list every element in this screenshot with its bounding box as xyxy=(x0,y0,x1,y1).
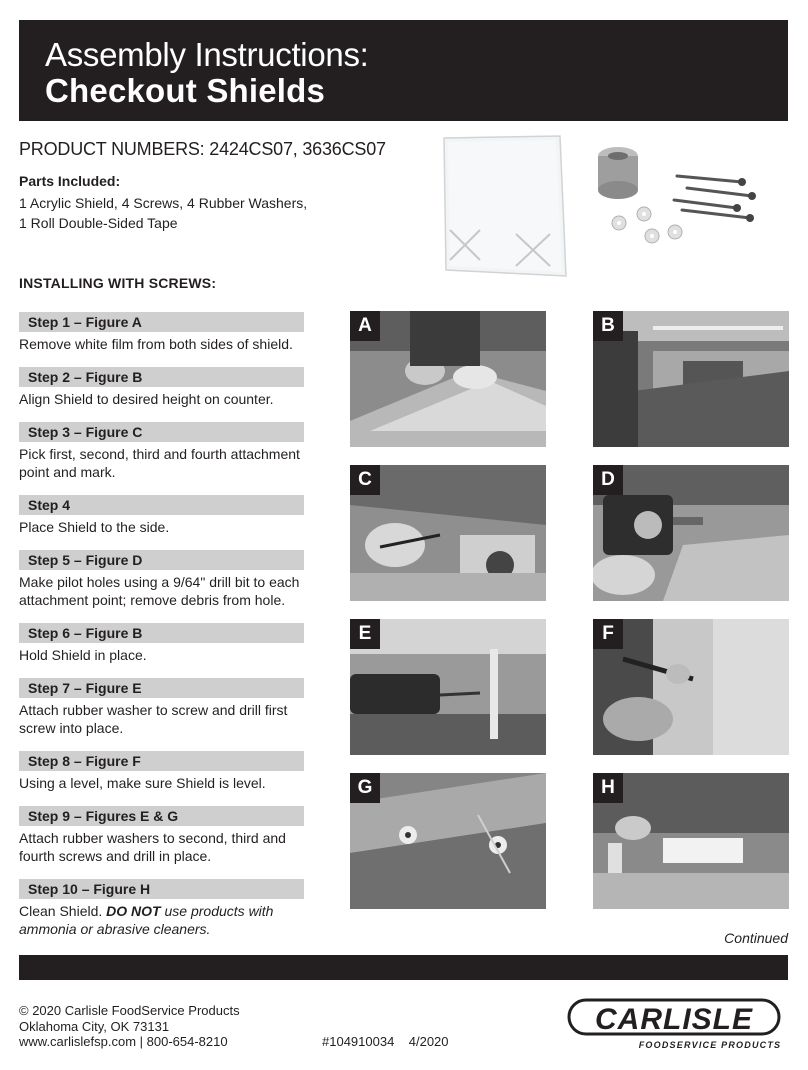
step-4 xyxy=(19,495,304,536)
title-line-2: Checkout Shields xyxy=(45,72,326,109)
step-title: Step 10 – Figure H xyxy=(19,879,304,899)
product-numbers: PRODUCT NUMBERS: 2424CS07, 3636CS07 xyxy=(19,139,386,159)
step-text: Pick first, second, third and fourth attachment point and mark. xyxy=(19,446,300,480)
step-text: Hold Shield in place. xyxy=(19,647,147,663)
figure-a xyxy=(350,311,546,447)
step-10 xyxy=(19,879,304,938)
step-text: Attach rubber washers to second, third and fourth screws and drill in place. xyxy=(19,830,286,864)
figure-b xyxy=(593,311,789,447)
figure-c xyxy=(350,465,546,601)
step-title: Step 3 – Figure C xyxy=(19,422,304,442)
figure-label: G xyxy=(350,773,380,803)
step-text: Attach rubber washer to screw and drill first screw into place. xyxy=(19,702,288,736)
figure-label: D xyxy=(593,465,623,495)
title-banner xyxy=(19,20,788,121)
continued-note: Continued xyxy=(724,930,788,946)
step-text-normal: Clean Shield. xyxy=(19,903,107,919)
step-2 xyxy=(19,367,304,408)
step-text: Place Shield to the side. xyxy=(19,519,170,535)
step-6 xyxy=(19,623,304,664)
figure-h xyxy=(593,773,789,909)
installing-heading: INSTALLING WITH SCREWS: xyxy=(19,275,217,291)
document-number: #104910034 4/2020 xyxy=(322,1034,449,1049)
svg-text:CARLISLE: CARLISLE xyxy=(595,1003,753,1036)
step-9 xyxy=(19,806,304,865)
figure-label: B xyxy=(593,311,623,341)
step-7 xyxy=(19,678,304,737)
figure-label: H xyxy=(593,773,623,803)
step-title: Step 5 – Figure D xyxy=(19,550,304,570)
carlisle-logo xyxy=(565,996,783,1052)
step-5 xyxy=(19,550,304,609)
figure-d xyxy=(593,465,789,601)
step-text-warning: DO NOT xyxy=(106,903,161,919)
step-title: Step 7 – Figure E xyxy=(19,678,304,698)
step-title: Step 9 – Figures E & G xyxy=(19,806,304,826)
step-3 xyxy=(19,422,304,481)
step-text-rest: use products with ammonia or abrasive cleaners. xyxy=(19,903,274,937)
footer-contact: www.carlislefsp.com | 800-654-8210 xyxy=(19,1034,228,1049)
footer-city: Oklahoma City, OK 73131 xyxy=(19,1019,170,1034)
parts-list xyxy=(19,193,339,233)
step-title: Step 4 xyxy=(19,495,304,515)
step-text: Align Shield to desired height on counter. xyxy=(19,391,274,407)
figure-label: E xyxy=(350,619,380,649)
hardware-image xyxy=(592,138,762,258)
step-1 xyxy=(19,312,304,353)
figure-f xyxy=(593,619,789,755)
figure-label: C xyxy=(350,465,380,495)
title-line-1: Assembly Instructions: xyxy=(45,36,369,73)
step-text: Make pilot holes using a 9/64" drill bit to each attachment point; remove debris from hole. xyxy=(19,574,300,608)
parts-line-2: 1 Roll Double-Sided Tape xyxy=(19,215,178,231)
step-8 xyxy=(19,751,304,792)
step-title: Step 1 – Figure A xyxy=(19,312,304,332)
figure-label: F xyxy=(593,619,623,649)
step-text: Remove white film from both sides of shield. xyxy=(19,336,293,352)
svg-text:FOODSERVICE PRODUCTS: FOODSERVICE PRODUCTS xyxy=(638,1040,782,1050)
step-text xyxy=(19,902,304,938)
footer-bar xyxy=(19,955,788,980)
step-title: Step 6 – Figure B xyxy=(19,623,304,643)
parts-line-1: 1 Acrylic Shield, 4 Screws, 4 Rubber Washers, xyxy=(19,195,308,211)
step-text: Using a level, make sure Shield is level. xyxy=(19,775,266,791)
figure-label: A xyxy=(350,311,380,341)
figure-e xyxy=(350,619,546,755)
footer-copyright: © 2020 Carlisle FoodService Products xyxy=(19,1003,240,1018)
figure-g xyxy=(350,773,546,909)
step-title: Step 8 – Figure F xyxy=(19,751,304,771)
parts-heading: Parts Included: xyxy=(19,173,121,189)
step-title: Step 2 – Figure B xyxy=(19,367,304,387)
acrylic-shield-image xyxy=(438,134,568,284)
